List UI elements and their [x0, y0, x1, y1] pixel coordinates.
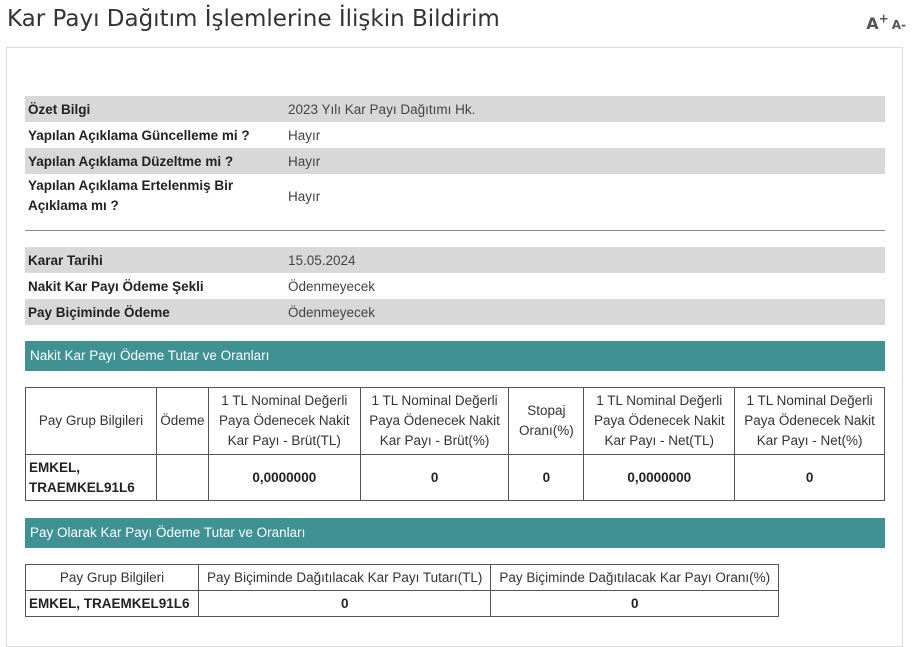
- cash-payment-method-label: Nakit Kar Payı Ödeme Şekli: [28, 278, 204, 294]
- cell-rate: 0: [491, 591, 779, 617]
- cell-gross-pct: 0: [360, 455, 509, 501]
- decision-date-value: 15.05.2024: [285, 247, 885, 273]
- cell-group: EMKEL, TRAEMKEL91L6: [26, 591, 199, 617]
- font-increase-button[interactable]: A+: [866, 12, 889, 34]
- decision-table: [25, 247, 885, 325]
- section-divider: [25, 230, 885, 231]
- cell-withholding: 0: [509, 455, 584, 501]
- share-payment-label: Pay Biçiminde Ödeme: [25, 299, 285, 325]
- table-header-row: [26, 388, 885, 455]
- cell-amount: 0: [198, 591, 491, 617]
- correction-value: Hayır: [285, 148, 885, 174]
- share-payment-value: Ödenmeyecek: [285, 299, 885, 325]
- cell-gross-tl: 0,0000000: [208, 455, 360, 501]
- col-gross-pct-header: 1 TL Nominal Değerli Paya Ödenecek Nakit Kar Payı - Brüt(%): [360, 388, 509, 455]
- summary-row: [25, 96, 885, 122]
- col-net-tl-header: 1 TL Nominal Değerli Paya Ödenecek Nakit Kar Payı - Net(TL): [584, 388, 735, 455]
- table-header-row: [26, 565, 779, 591]
- update-label: Yapılan Açıklama Güncelleme mi ?: [28, 127, 250, 143]
- cell-group: EMKEL, TRAEMKEL91L6: [26, 455, 157, 501]
- col-withholding-header: Stopaj Oranı(%): [509, 388, 584, 455]
- col-rate-header: Pay Biçiminde Dağıtılacak Kar Payı Oranı(%): [491, 565, 779, 591]
- summary-value: 2023 Yılı Kar Payı Dağıtımı Hk.: [285, 96, 885, 122]
- col-payment-header: Ödeme: [156, 388, 208, 455]
- summary-row: [25, 174, 885, 218]
- cell-payment: [156, 455, 208, 501]
- font-size-controls: [866, 12, 906, 33]
- cell-net-tl: 0,0000000: [584, 455, 735, 501]
- page-title: Kar Payı Dağıtım İşlemlerine İlişkin Bildirim: [7, 6, 500, 32]
- col-net-pct-header: 1 TL Nominal Değerli Paya Ödenecek Nakit Kar Payı - Net(%): [735, 388, 885, 455]
- postponed-label: Yapılan Açıklama Ertelenmiş Bir Açıklama mı ?: [28, 178, 234, 213]
- decision-date-label: Karar Tarihi: [25, 247, 285, 273]
- col-group-header: Pay Grup Bilgileri: [26, 388, 157, 455]
- summary-row: [25, 148, 885, 174]
- cell-net-pct: 0: [735, 455, 885, 501]
- share-dividend-table: [25, 564, 779, 617]
- correction-label: Yapılan Açıklama Düzeltme mi ?: [25, 148, 285, 174]
- update-value: Hayır: [288, 127, 321, 143]
- col-group-header: Pay Grup Bilgileri: [26, 565, 199, 591]
- postponed-value: Hayır: [288, 188, 321, 204]
- decision-row: [25, 273, 885, 299]
- table-row: [26, 455, 885, 501]
- cash-section-header: Nakit Kar Payı Ödeme Tutar ve Oranları: [25, 341, 885, 371]
- cash-dividend-table: [25, 387, 885, 501]
- cash-payment-method-value: Ödenmeyecek: [288, 278, 376, 294]
- table-row: [26, 591, 779, 617]
- font-decrease-button[interactable]: A-: [891, 18, 906, 33]
- decision-row: [25, 299, 885, 325]
- col-amount-header: Pay Biçiminde Dağıtılacak Kar Payı Tutarı(TL): [198, 565, 491, 591]
- summary-label: Özet Bilgi: [25, 96, 285, 122]
- share-section-header: Pay Olarak Kar Payı Ödeme Tutar ve Oranları: [25, 518, 885, 548]
- summary-row: [25, 122, 885, 148]
- col-gross-tl-header: 1 TL Nominal Değerli Paya Ödenecek Nakit Kar Payı - Brüt(TL): [208, 388, 360, 455]
- summary-table: [25, 96, 885, 218]
- decision-row: [25, 247, 885, 273]
